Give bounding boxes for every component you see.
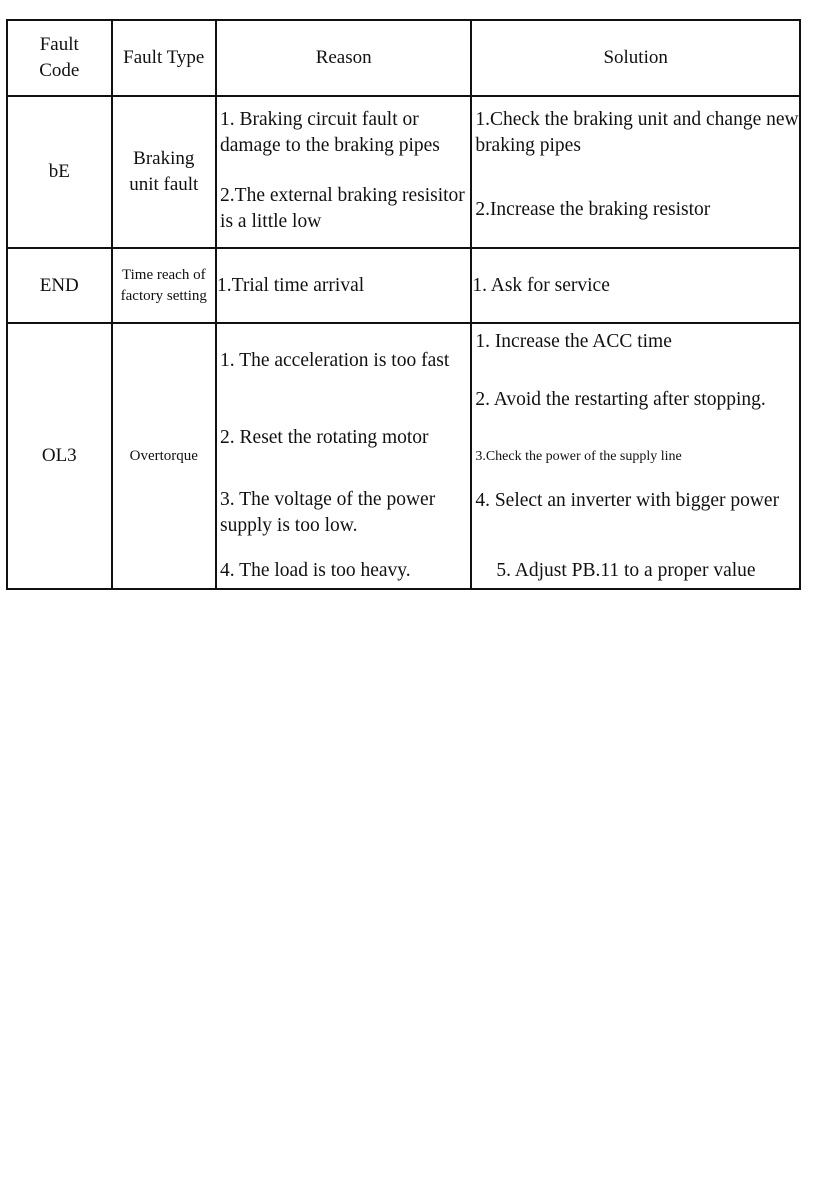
solution-cell	[471, 323, 800, 589]
solution-item: 3.Check the power of the supply line	[475, 449, 682, 464]
solution-item: 1. Increase the ACC time	[475, 331, 672, 352]
reason-item: 1.Trial time arrival	[216, 248, 471, 323]
header-fault-code: Fault Code	[7, 20, 112, 96]
reason-item: 4. The load is too heavy.	[220, 560, 411, 581]
table-row	[7, 248, 800, 323]
reason-item: 1. Braking circuit fault or damage to the braking pipes	[220, 109, 440, 156]
reason-item: 1. The acceleration is too fast	[220, 350, 450, 371]
fault-code-table	[6, 19, 801, 590]
table-row	[7, 323, 800, 589]
fault-type-cell: Overtorque	[112, 323, 217, 589]
solution-item: 2. Avoid the restarting after stopping.	[475, 389, 766, 410]
header-solution: Solution	[471, 20, 800, 96]
header-row	[7, 20, 800, 96]
reason-item: 2. Reset the rotating motor	[220, 427, 429, 448]
solution-item: 2.Increase the braking resistor	[475, 199, 711, 220]
reason-cell	[216, 96, 471, 248]
solution-cell	[471, 96, 800, 248]
solution-item: 1. Ask for service	[471, 248, 800, 323]
header-reason: Reason	[216, 20, 471, 96]
reason-item: 2.The external braking resisitor is a little low	[220, 185, 465, 232]
header-fault-type: Fault Type	[112, 20, 217, 96]
table-row	[7, 96, 800, 248]
fault-code-cell: bE	[7, 96, 112, 248]
fault-code-cell: END	[7, 248, 112, 323]
solution-item: 1.Check the braking unit and change new braking pipes	[475, 109, 799, 156]
solution-item: 5. Adjust PB.11 to a proper value	[496, 560, 756, 581]
fault-type-cell: Braking unit fault	[112, 96, 217, 248]
reason-cell	[216, 323, 471, 589]
fault-code-cell: OL3	[7, 323, 112, 589]
reason-item: 3. The voltage of the power supply is too low.	[220, 489, 436, 536]
fault-type-cell: Time reach of factory setting	[112, 248, 217, 323]
solution-item: 4. Select an inverter with bigger power	[475, 490, 780, 511]
